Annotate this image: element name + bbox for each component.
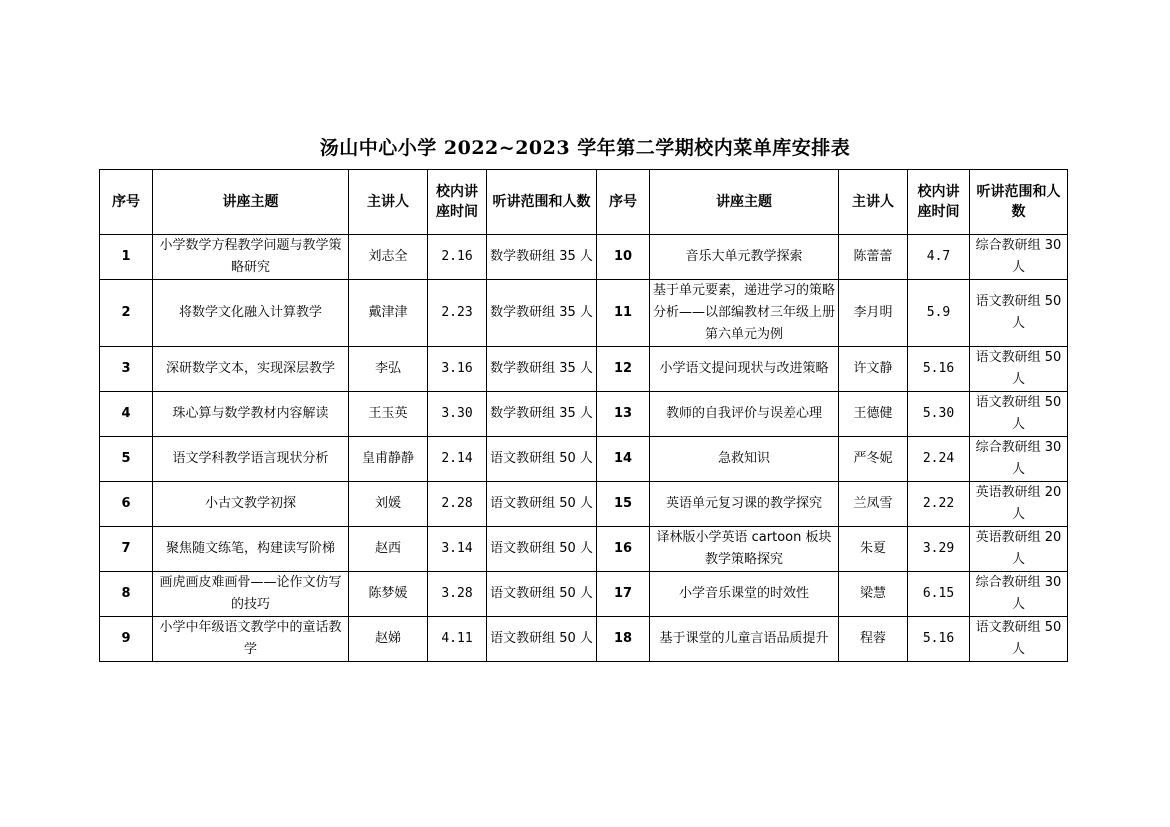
row-topic: 深研数学文本，实现深层教学 bbox=[153, 347, 349, 392]
header-index-right: 序号 bbox=[597, 170, 650, 235]
row-topic: 译林版小学英语 cartoon 板块教学策略探究 bbox=[650, 527, 839, 572]
table-row bbox=[100, 572, 1068, 617]
row-topic: 小学中年级语文教学中的童话教学 bbox=[153, 617, 349, 662]
row-scope: 语文教研组 50 人 bbox=[487, 527, 597, 572]
row-time: 2.28 bbox=[428, 482, 487, 527]
row-speaker: 兰凤雪 bbox=[839, 482, 908, 527]
row-speaker: 赵西 bbox=[349, 527, 428, 572]
row-time: 3.29 bbox=[908, 527, 970, 572]
header-scope-left: 听讲范围和人数 bbox=[487, 170, 597, 235]
row-time: 2.24 bbox=[908, 437, 970, 482]
table-row bbox=[100, 347, 1068, 392]
row-scope: 语文教研组 50 人 bbox=[970, 392, 1068, 437]
row-index: 15 bbox=[597, 482, 650, 527]
row-time: 2.14 bbox=[428, 437, 487, 482]
row-time: 4.7 bbox=[908, 235, 970, 280]
row-speaker: 李弘 bbox=[349, 347, 428, 392]
row-time: 5.16 bbox=[908, 347, 970, 392]
row-scope: 英语教研组 20 人 bbox=[970, 527, 1068, 572]
row-time: 4.11 bbox=[428, 617, 487, 662]
row-index: 6 bbox=[100, 482, 153, 527]
row-topic: 小古文教学初探 bbox=[153, 482, 349, 527]
row-speaker: 王德健 bbox=[839, 392, 908, 437]
row-index: 18 bbox=[597, 617, 650, 662]
row-topic: 聚焦随文练笔，构建读写阶梯 bbox=[153, 527, 349, 572]
row-time: 3.30 bbox=[428, 392, 487, 437]
header-time-left: 校内讲座时间 bbox=[428, 170, 487, 235]
row-index: 12 bbox=[597, 347, 650, 392]
row-scope: 数学教研组 35 人 bbox=[487, 347, 597, 392]
table-row bbox=[100, 482, 1068, 527]
row-scope: 语文教研组 50 人 bbox=[487, 572, 597, 617]
row-index: 2 bbox=[100, 280, 153, 347]
row-index: 17 bbox=[597, 572, 650, 617]
row-topic: 珠心算与数学教材内容解读 bbox=[153, 392, 349, 437]
row-scope: 语文教研组 50 人 bbox=[487, 437, 597, 482]
row-speaker: 严冬妮 bbox=[839, 437, 908, 482]
header-row bbox=[100, 170, 1068, 235]
header-speaker-right: 主讲人 bbox=[839, 170, 908, 235]
row-time: 5.9 bbox=[908, 280, 970, 347]
row-index: 13 bbox=[597, 392, 650, 437]
row-speaker: 刘志全 bbox=[349, 235, 428, 280]
row-speaker: 梁慧 bbox=[839, 572, 908, 617]
row-index: 9 bbox=[100, 617, 153, 662]
row-index: 11 bbox=[597, 280, 650, 347]
row-index: 4 bbox=[100, 392, 153, 437]
row-time: 3.16 bbox=[428, 347, 487, 392]
row-speaker: 刘媛 bbox=[349, 482, 428, 527]
row-index: 3 bbox=[100, 347, 153, 392]
header-topic-left: 讲座主题 bbox=[153, 170, 349, 235]
table-row bbox=[100, 392, 1068, 437]
row-time: 2.23 bbox=[428, 280, 487, 347]
row-scope: 综合教研组 30 人 bbox=[970, 235, 1068, 280]
row-scope: 综合教研组 30 人 bbox=[970, 437, 1068, 482]
header-time-right: 校内讲座时间 bbox=[908, 170, 970, 235]
header-scope-right: 听讲范围和人数 bbox=[970, 170, 1068, 235]
row-time: 2.16 bbox=[428, 235, 487, 280]
header-speaker-left: 主讲人 bbox=[349, 170, 428, 235]
row-time: 3.28 bbox=[428, 572, 487, 617]
row-scope: 数学教研组 35 人 bbox=[487, 392, 597, 437]
row-scope: 语文教研组 50 人 bbox=[970, 280, 1068, 347]
row-speaker: 李月明 bbox=[839, 280, 908, 347]
row-topic: 英语单元复习课的教学探究 bbox=[650, 482, 839, 527]
row-scope: 语文教研组 50 人 bbox=[487, 617, 597, 662]
document-title: 汤山中心小学 2022~2023 学年第二学期校内菜单库安排表 bbox=[319, 137, 851, 159]
row-index: 10 bbox=[597, 235, 650, 280]
row-speaker: 皇甫静静 bbox=[349, 437, 428, 482]
row-index: 16 bbox=[597, 527, 650, 572]
row-topic: 基于单元要素，递进学习的策略分析——以部编教材三年级上册第六单元为例 bbox=[650, 280, 839, 347]
row-scope: 数学教研组 35 人 bbox=[487, 235, 597, 280]
row-scope: 综合教研组 30 人 bbox=[970, 572, 1068, 617]
row-topic: 语文学科教学语言现状分析 bbox=[153, 437, 349, 482]
row-topic: 急救知识 bbox=[650, 437, 839, 482]
row-topic: 音乐大单元教学探索 bbox=[650, 235, 839, 280]
row-speaker: 许文静 bbox=[839, 347, 908, 392]
row-index: 1 bbox=[100, 235, 153, 280]
row-topic: 将数学文化融入计算教学 bbox=[153, 280, 349, 347]
row-scope: 语文教研组 50 人 bbox=[970, 617, 1068, 662]
schedule-table bbox=[99, 169, 1068, 662]
table-row bbox=[100, 280, 1068, 347]
row-index: 14 bbox=[597, 437, 650, 482]
row-time: 5.16 bbox=[908, 617, 970, 662]
header-topic-right: 讲座主题 bbox=[650, 170, 839, 235]
row-time: 5.30 bbox=[908, 392, 970, 437]
row-scope: 语文教研组 50 人 bbox=[970, 347, 1068, 392]
row-scope: 语文教研组 50 人 bbox=[487, 482, 597, 527]
row-topic: 小学数学方程教学问题与教学策略研究 bbox=[153, 235, 349, 280]
row-index: 5 bbox=[100, 437, 153, 482]
row-topic: 教师的自我评价与误差心理 bbox=[650, 392, 839, 437]
row-topic: 小学语文提问现状与改进策略 bbox=[650, 347, 839, 392]
row-time: 3.14 bbox=[428, 527, 487, 572]
row-index: 8 bbox=[100, 572, 153, 617]
table-row bbox=[100, 235, 1068, 280]
row-speaker: 朱夏 bbox=[839, 527, 908, 572]
table-row bbox=[100, 437, 1068, 482]
row-scope: 英语教研组 20 人 bbox=[970, 482, 1068, 527]
row-speaker: 赵娣 bbox=[349, 617, 428, 662]
row-speaker: 程蓉 bbox=[839, 617, 908, 662]
row-topic: 画虎画皮难画骨——论作文仿写的技巧 bbox=[153, 572, 349, 617]
row-scope: 数学教研组 35 人 bbox=[487, 280, 597, 347]
row-time: 2.22 bbox=[908, 482, 970, 527]
row-speaker: 陈梦媛 bbox=[349, 572, 428, 617]
header-index-left: 序号 bbox=[100, 170, 153, 235]
row-topic: 小学音乐课堂的时效性 bbox=[650, 572, 839, 617]
table-row bbox=[100, 617, 1068, 662]
row-topic: 基于课堂的儿童言语品质提升 bbox=[650, 617, 839, 662]
row-time: 6.15 bbox=[908, 572, 970, 617]
row-index: 7 bbox=[100, 527, 153, 572]
row-speaker: 陈蕾蕾 bbox=[839, 235, 908, 280]
row-speaker: 戴津津 bbox=[349, 280, 428, 347]
table-row bbox=[100, 527, 1068, 572]
row-speaker: 王玉英 bbox=[349, 392, 428, 437]
